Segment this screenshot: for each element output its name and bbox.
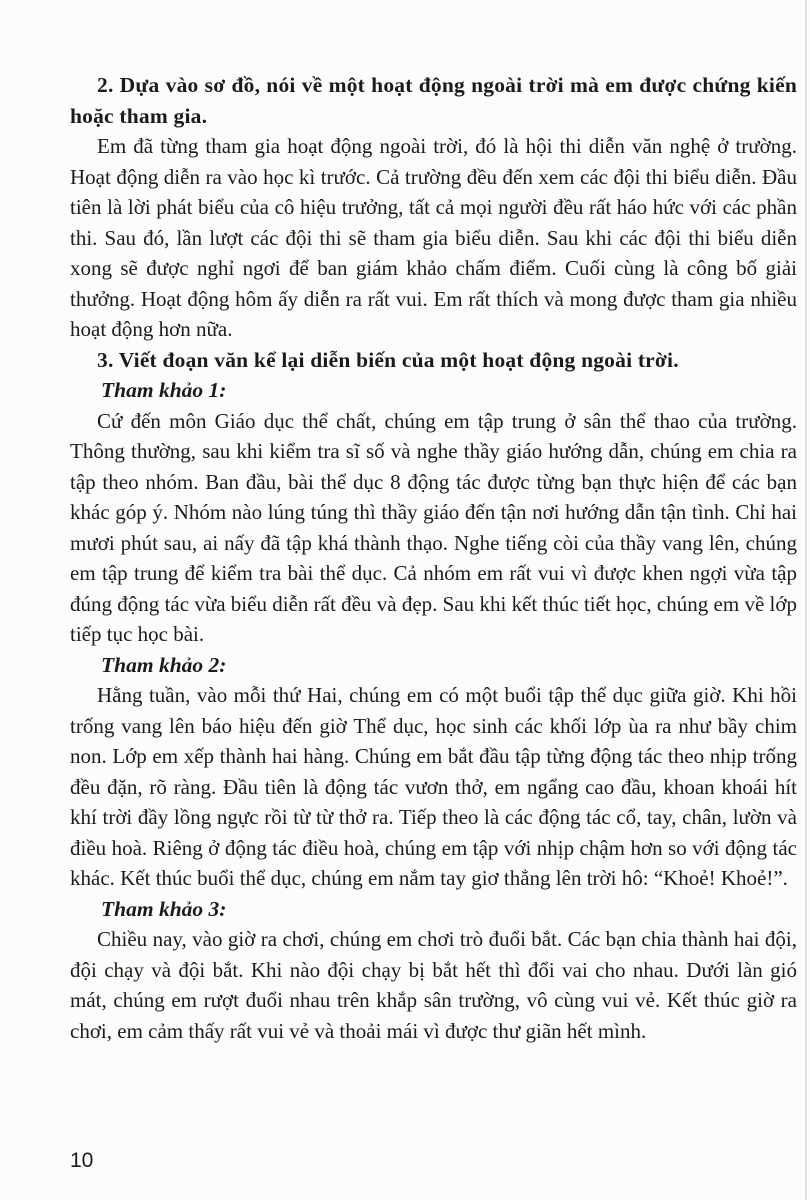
sample-3-label: Tham khảo 3: bbox=[101, 896, 227, 921]
sample-1-label: Tham khảo 1: bbox=[101, 378, 227, 402]
sample-3-paragraph: Chiều nay, vào giờ ra chơi, chúng em chơi trò đuổi bắt. Các bạn chia thành hai đội, đội chạy và đội bắt. Khi nào đội chạy bị bắt hết thì đổi vai cho nhau. Dưới làn gió mát, chúng em rượt đuổi nhau trên khắp sân trường, vô cùng vui vẻ. Kết thúc giờ ra chơi, em cảm thấy rất vui vẻ và thoải mái vì được thư giãn hết mình. bbox=[70, 927, 797, 1043]
sample-2-label: Tham khảo 2: bbox=[101, 652, 227, 677]
page-number: 10 bbox=[70, 1149, 94, 1172]
exercise-2-paragraph: Em đã từng tham gia hoạt động ngoài trời, đó là hội thi diễn văn nghệ ở trường. Hoạt động diễn ra vào học kì trước. Cả trường đều đến xem các đội thi biểu diễn. Đầu tiên là lời phát biểu của cô hiệu trưởng, tất cả mọi người đều rất háo hức với các phần thi. Sau đó, lần lượt các đội thi sẽ tham gia biểu diễn. Sau khi các đội thi biểu diễn xong sẽ được nghỉ ngơi để ban giám khảo chấm điểm. Cuối cùng là công bố giải thưởng. Hoạt động hôm ấy diễn ra rất vui. Em rất thích và mong được tham gia nhiều hoạt động hơn nữa. bbox=[70, 134, 797, 341]
sample-1-paragraph: Cứ đến môn Giáo dục thể chất, chúng em tập trung ở sân thể thao của trường. Thông thường, sau khi kiểm tra sĩ số và nghe thầy giáo hướng dẫn, chúng em chia ra tập theo nhóm. Ban đầu, bài thể dục 8 động tác được từng bạn thực hiện để các bạn khác góp ý. Nhóm nào lúng túng thì thầy giáo đến tận nơi hướng dẫn tận tình. Chỉ hai mươi phút sau, ai nấy đã tập khá thành thạo. Nghe tiếng còi của thầy vang lên, chúng em tập trung để kiểm tra bài thể dục. Cả nhóm em rất vui vì được khen ngợi vừa tập đúng động tác vừa biểu diễn rất đều và đẹp. Sau khi kết thúc tiết học, chúng em về lớp tiếp tục học bài. bbox=[70, 408, 797, 646]
scan-edge-line bbox=[805, 0, 807, 1200]
exercise-2-heading: 2. Dựa vào sơ đồ, nói về một hoạt động ngoài trời mà em được chứng kiến hoặc tham gia. bbox=[70, 73, 797, 128]
page-content bbox=[70, 70, 797, 1046]
sample-2-paragraph: Hằng tuần, vào mỗi thứ Hai, chúng em có một buổi tập thể dục giữa giờ. Khi hồi trống vang lên báo hiệu đến giờ Thể dục, học sinh các khối lớp ùa ra như bầy chim non. Lớp em xếp thành hai hàng. Chúng em bắt đầu tập từng động tác theo nhịp trống đều đặn, rõ ràng. Đầu tiên là động tác vươn thở, em ngẩng cao đầu, khoan khoái hít khí trời đầy lồng ngực rồi từ từ thở ra. Tiếp theo là các động tác cổ, tay, chân, lườn và điều hoà. Riêng ở động tác điều hoà, chúng em tập với nhịp chậm hơn so với động tác khác. Kết thúc buổi thể dục, chúng em nắm tay giơ thẳng lên trời hô: “Khoẻ! Khoẻ!”. bbox=[70, 683, 797, 890]
exercise-3-heading: 3. Viết đoạn văn kể lại diễn biến của một hoạt động ngoài trời. bbox=[97, 347, 679, 372]
